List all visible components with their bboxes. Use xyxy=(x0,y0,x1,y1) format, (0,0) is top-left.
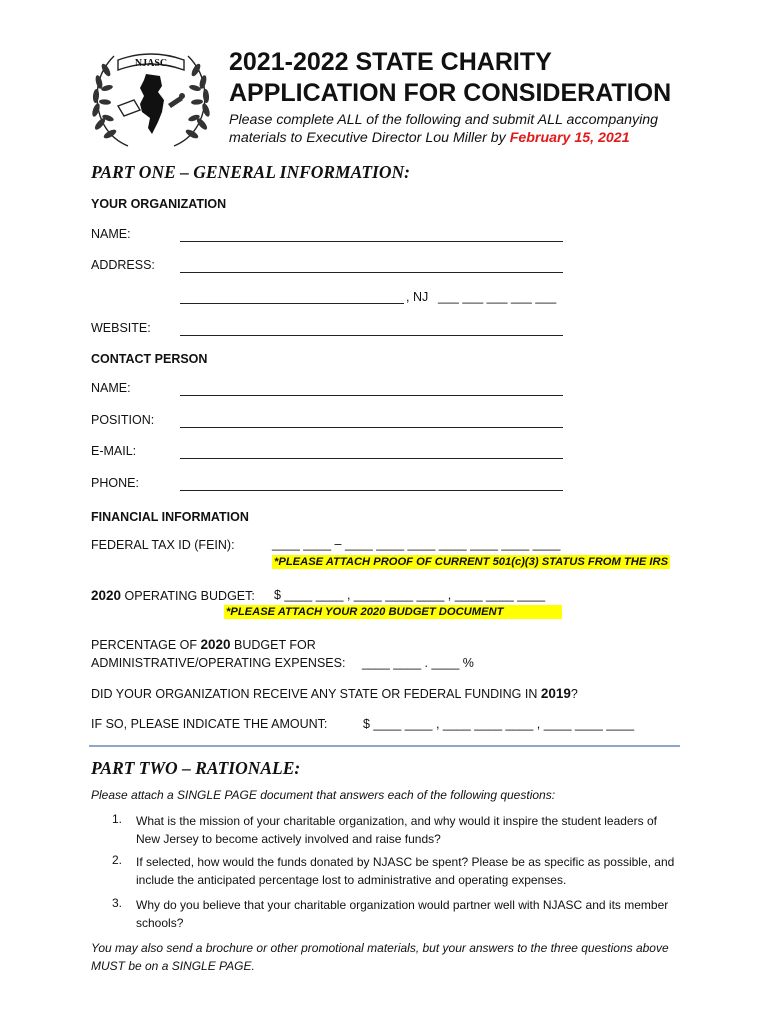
logo-banner-text: NJASC xyxy=(134,58,168,69)
form-title-line-2: APPLICATION FOR CONSIDERATION xyxy=(229,79,672,107)
contact-email-label: E-MAIL: xyxy=(91,444,137,458)
funding-question xyxy=(91,686,578,701)
contact-phone-field[interactable] xyxy=(180,490,563,491)
organization-heading: YOUR ORGANIZATION xyxy=(91,197,227,211)
percentage-label-line-2: ADMINISTRATIVE/OPERATING EXPENSES: xyxy=(91,656,346,670)
question-2-text: If selected, how would the funds donated by NJASC be spent? Please be as specific as possible, and include the anticipated percentage lost to administrative and operating expenses. xyxy=(136,855,675,887)
org-city-field[interactable] xyxy=(180,303,404,304)
pct-suffix: BUDGET FOR xyxy=(230,638,316,652)
closing-note: You may also send a brochure or other promotional materials, but your answers to the three questions above MUST be on a SINGLE PAGE. xyxy=(91,941,669,973)
budget-field[interactable]: $ ____ ____ , ____ ____ ____ , ____ ____ ____ xyxy=(274,588,546,602)
part-one-heading: PART ONE – GENERAL INFORMATION: xyxy=(91,162,410,182)
deadline-date: February 15, 2021 xyxy=(509,130,630,146)
funding-amount-field[interactable]: $ ____ ____ , ____ ____ ____ , ____ ____ ____ xyxy=(363,717,635,731)
contact-phone-label: PHONE: xyxy=(91,476,139,490)
instructions-line-2-text: materials to Executive Director Lou Miller by xyxy=(229,130,510,146)
instructions-line-2 xyxy=(229,129,630,147)
financial-heading: FINANCIAL INFORMATION xyxy=(91,510,249,524)
budget-label-text: OPERATING BUDGET: xyxy=(121,589,255,603)
instructions-line-1: Please complete ALL of the following and submit ALL accompanying xyxy=(229,112,659,128)
question-1-text: What is the mission of your charitable organization, and why would it inspire the student leaders of New Jersey to become actively involved and raise funds? xyxy=(136,814,657,846)
fein-label: FEDERAL TAX ID (FEIN): xyxy=(91,538,235,552)
funding-question-mark: ? xyxy=(570,687,578,701)
funding-year: 2019 xyxy=(540,686,571,701)
org-address-label: ADDRESS: xyxy=(91,258,155,272)
part-two-intro: Please attach a SINGLE PAGE document that answers each of the following questions: xyxy=(91,788,556,802)
org-name-label: NAME: xyxy=(91,227,131,241)
org-address-field[interactable] xyxy=(180,272,563,273)
part-two-heading: PART TWO – RATIONALE: xyxy=(91,758,301,778)
budget-year: 2020 xyxy=(91,588,122,603)
org-website-label: WEBSITE: xyxy=(91,321,151,335)
org-website-field[interactable] xyxy=(180,335,563,336)
percentage-field[interactable]: ____ ____ . ____ % xyxy=(362,656,474,670)
pct-year: 2020 xyxy=(200,637,231,652)
fein-attachment-note: *PLEASE ATTACH PROOF OF CURRENT 501(c)(3) STATUS FROM THE IRS xyxy=(274,556,669,568)
budget-attachment-note xyxy=(224,605,562,619)
budget-note-year: 2020 xyxy=(360,606,386,618)
funding-amount-label: IF SO, PLEASE INDICATE THE AMOUNT: xyxy=(91,717,328,731)
njasc-logo xyxy=(88,46,214,150)
contact-email-field[interactable] xyxy=(180,458,563,459)
contact-position-label: POSITION: xyxy=(91,413,155,427)
org-state-text: , NJ xyxy=(406,290,429,304)
question-3-number: 3. xyxy=(112,896,123,910)
budget-label xyxy=(91,588,255,603)
question-1-number: 1. xyxy=(112,812,123,826)
question-3-text: Why do you believe that your charitable organization would partner well with NJASC and its member schools? xyxy=(136,898,669,930)
form-title-line-1: 2021-2022 STATE CHARITY xyxy=(229,48,552,76)
contact-name-field[interactable] xyxy=(180,395,563,396)
contact-name-label: NAME: xyxy=(91,381,131,395)
budget-note-prefix: *PLEASE ATTACH YOUR xyxy=(226,606,361,618)
org-zip-field[interactable]: ___ ___ ___ ___ ___ xyxy=(438,290,557,304)
pct-prefix: PERCENTAGE OF xyxy=(91,638,201,652)
org-name-field[interactable] xyxy=(180,241,563,242)
budget-note-suffix: BUDGET DOCUMENT xyxy=(385,606,504,618)
percentage-label-line-1 xyxy=(91,637,316,652)
question-2-number: 2. xyxy=(112,853,123,867)
contact-position-field[interactable] xyxy=(180,427,563,428)
fein-field[interactable]: ____ ____ – ____ ____ ____ ____ ____ ____ ____ xyxy=(272,537,561,551)
contact-heading: CONTACT PERSON xyxy=(91,352,208,366)
funding-question-text: DID YOUR ORGANIZATION RECEIVE ANY STATE OR FEDERAL FUNDING IN xyxy=(91,687,541,701)
section-divider xyxy=(89,745,680,747)
